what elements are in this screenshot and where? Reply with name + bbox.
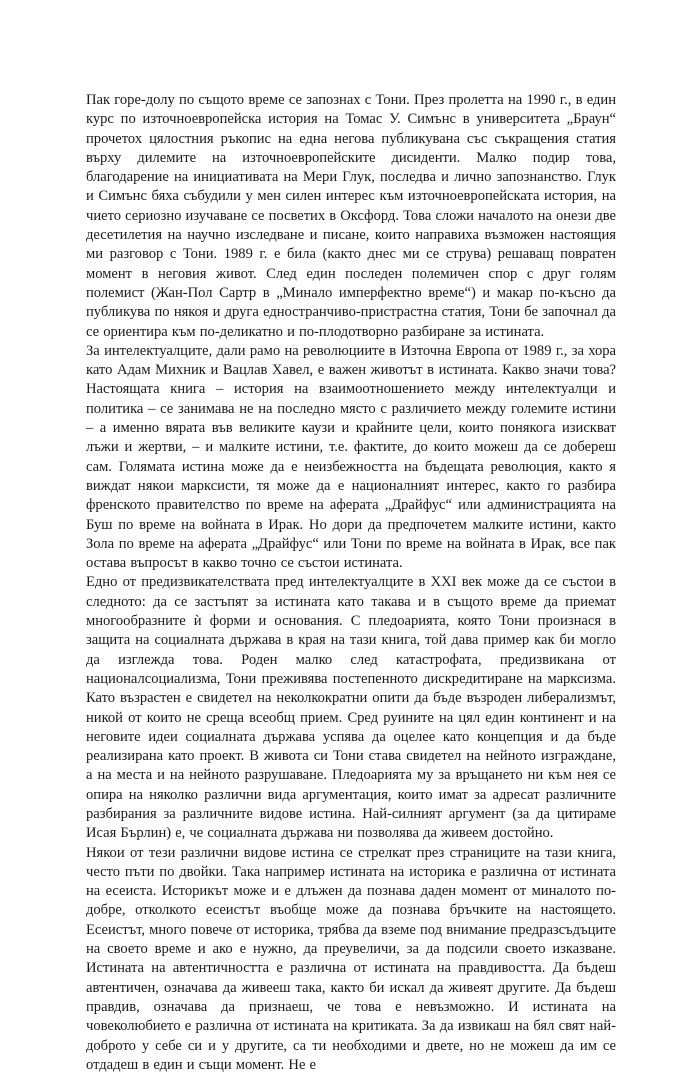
paragraph-1: Пак горе-долу по същото време се запознах с Тони. През пролетта на 1990 г., в един курс по източноевропейска история на Томас У. Симънс в университета „Браун“ прочетох цялостния ръкопис на една негова публикувана със съкращения статия върху дилемите на източноевропейските дисиденти. Малко подир това, благодарение на инициативата на Мери Глук, последва и лично запознанство. Глук и Симънс бяха събудили у мен силен интерес към източноевропейската история, на чието сериозно изучаване се посветих в Оксфорд. Това сложи началото на онези две десетилетия на научно изследване и писане, които направиха възможен настоящия ми разговор с Тони. 1989 г. е била (както днес ми се струва) решаващ повратен момент в неговия живот. След един последен полемичен спор с друг голям полемист (Жан-Пол Сартр в „Минало имперфектно време“) и макар по-късно да публикува по някоя и друга едностранчиво-пристрастна статия, Тони бе започнал да се ориентира към по-деликатно и по-плодотворно разбиране за истината. xyxy=(86,92,616,340)
paragraph-4: Някои от тези различни видове истина се стрелкат през страниците на тази книга, често пъти по двойки. Така например истината на историка е различна от истината на есеиста. Историкът може и е длъжен да познава даден момент от миналото по-добре, отколкото есеистът въобще може да познава бръчките на настоящето. Есеистът, много повече от историка, трябва да вземе под внимание предразсъдъците на своето време и ако е нужно, да преувеличи, за да подсили своето изказване. Истината на автентичността е различна от истината на правдивостта. Да бъдеш автентичен, означава да живееш така, както би искал да живеят другите. Да бъдеш правдив, означава да признаеш, че това е невъзможно. И истината на човеколюбието е различна от истината на критиката. За да извикаш на бял свят най-доброто у себе си и у другите, са ти необходими и двете, но не можеш да им се отдадеш в един и същи момент. Не е xyxy=(86,844,616,1073)
document-page xyxy=(86,91,616,1075)
paragraph-3: Едно от предизвикателствата пред интелектуалците в XXI век може да се състои в следното: да се застъпят за истината като такава и в същото време да приемат многообразните ѝ форми и основания. С пледоарията, която Тони произнася в защита на социалната държава в края на тази книга, той дава пример как би могло да изглежда това. Роден малко след катастрофата, предизвикана от националсоциализма, Тони преживява постепенното дискредитиране на марксизма. Като възрастен е свидетел на неколкократни опити да бъде възроден либерализмът, никой от които не среща всеобщ прием. Сред руините на цял един континент и на неговите идеи социалната държава успява да оцелее като концепция и да бъде реализирана като проект. В живота си Тони става свидетел на нейното изграждане, а на места и на нейното разрушаване. Пледоарията му за връщането ни към нея се опира на няколко различни вида аргументация, които имат за адресат различните разбирания за различните видове истина. Най-силният аргумент (за да цитираме Исая Бърлин) е, че социалната държава ни позволява да живеем достойно. xyxy=(86,574,616,842)
paragraph-2: За интелектуалците, дали рамо на революциите в Източна Европа от 1989 г., за хора като Адам Михник и Вацлав Хавел, е важен животът в истината. Какво значи това? Настоящата книга – история на взаимоотношението между интелектуалци и политика – се занимава не на последно място с различието между големите истини – а именно вярата във великите каузи и крайните цели, които понякога изискват лъжи и жертви, – и малките истини, т.е. фактите, до които можеш да се добереш сам. Голямата истина може да е неизбежността на бъдещата революция, както я виждат някои марксисти, тя може да е националният интерес, както го разбира френското правителство по време на аферата „Драйфус“ или администрацията на Буш по време на войната в Ирак. Но дори да предпочетем малките истини, както Зола по време на аферата „Драйфус“ или Тони по време на войната в Ирак, все пак остава въпросът в какво точно се състои истината. xyxy=(86,342,616,572)
